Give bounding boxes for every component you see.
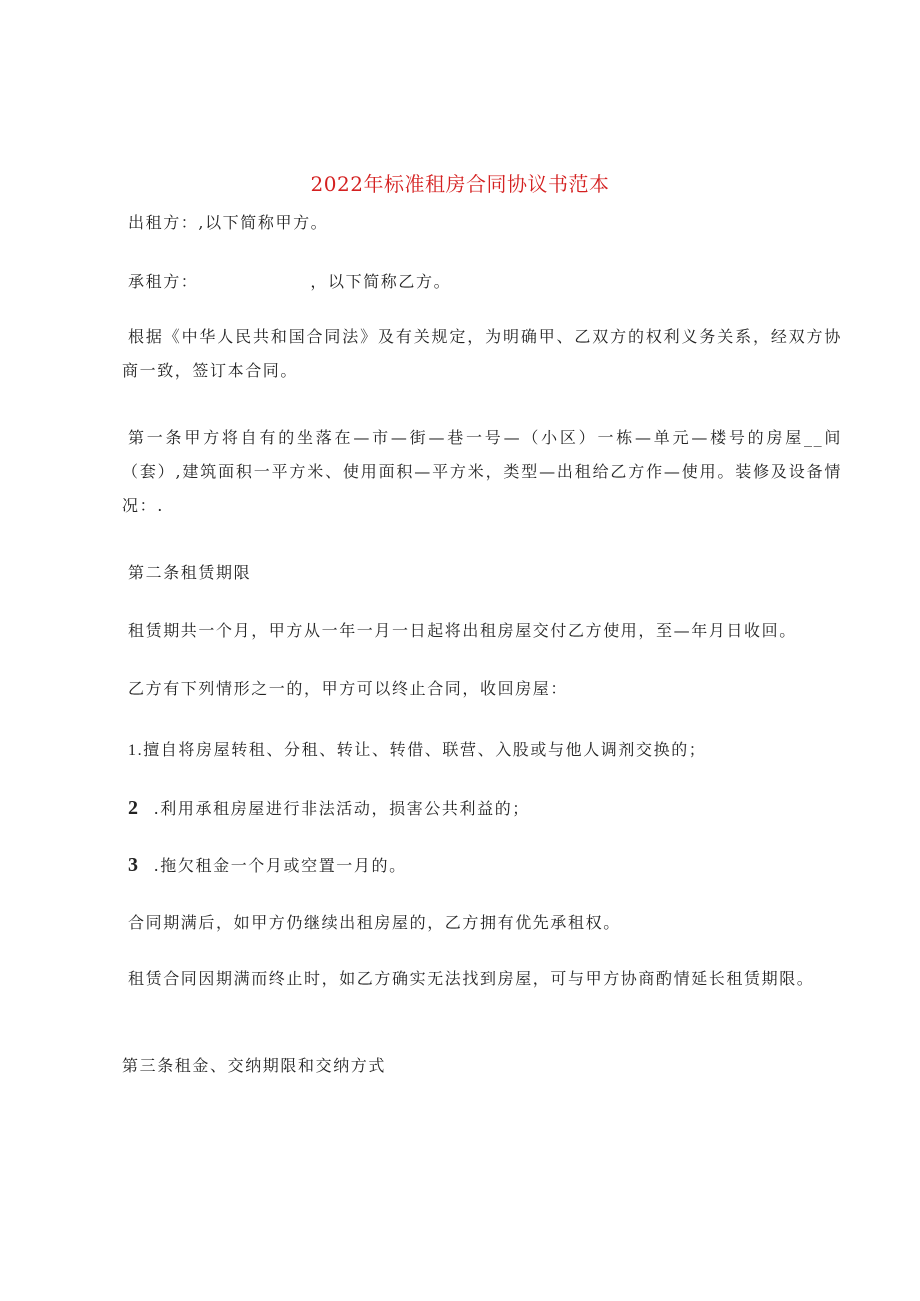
item-text: 擅自将房屋转租、分租、转让、转借、联营、入股或与他人调剂交换的；: [143, 740, 707, 759]
preamble-paragraph: 根据《中华人民共和国合同法》及有关规定，为明确甲、乙双方的权利义务关系，经双方协商一致，签订本合同。: [122, 327, 842, 380]
item-number: 2: [128, 797, 140, 819]
item-number: 3: [128, 854, 140, 876]
lessee-label: 承租方：: [128, 272, 199, 291]
item-text: .利用承租房屋进行非法活动，损害公共利益的；: [153, 799, 530, 818]
extension-paragraph: 租赁合同因期满而终止时，如乙方确实无法找到房屋，可与甲方协商酌情延长租赁期限。: [128, 969, 815, 988]
article2-heading: 第二条租赁期限: [128, 563, 252, 582]
lessee-line: [122, 265, 842, 299]
termination-item-1: [122, 733, 842, 768]
item-text: .拖欠租金一个月或空置一月的。: [153, 856, 407, 875]
document-title: 2022年标准租房合同协议书范本: [310, 172, 610, 196]
lease-term-paragraph: 租赁期共一个月，甲方从一年一月一日起将出租房屋交付乙方使用，至—年月日收回。: [128, 621, 797, 640]
termination-item-3: [122, 848, 842, 883]
article1-paragraph: 第一条甲方将自有的坐落在—市—街—巷一号—（小区）一栋—单元—楼号的房屋__间（套）,建筑面积一平方米、使用面积—平方米，类型—出租给乙方作—使用。装修及设备情况：.: [122, 428, 842, 515]
lessee-suffix: ，以下简称乙方。: [310, 272, 452, 291]
lessor-line: 出租方：,以下简称甲方。: [128, 213, 329, 232]
priority-paragraph: 合同期满后，如甲方仍继续出租房屋的，乙方拥有优先承租权。: [128, 913, 621, 932]
termination-item-2: [122, 791, 842, 826]
item-number: 1.: [128, 742, 144, 759]
article3-heading: 第三条租金、交纳期限和交纳方式: [122, 1056, 387, 1075]
termination-intro: 乙方有下列情形之一的，甲方可以终止合同，收回房屋：: [128, 679, 569, 698]
